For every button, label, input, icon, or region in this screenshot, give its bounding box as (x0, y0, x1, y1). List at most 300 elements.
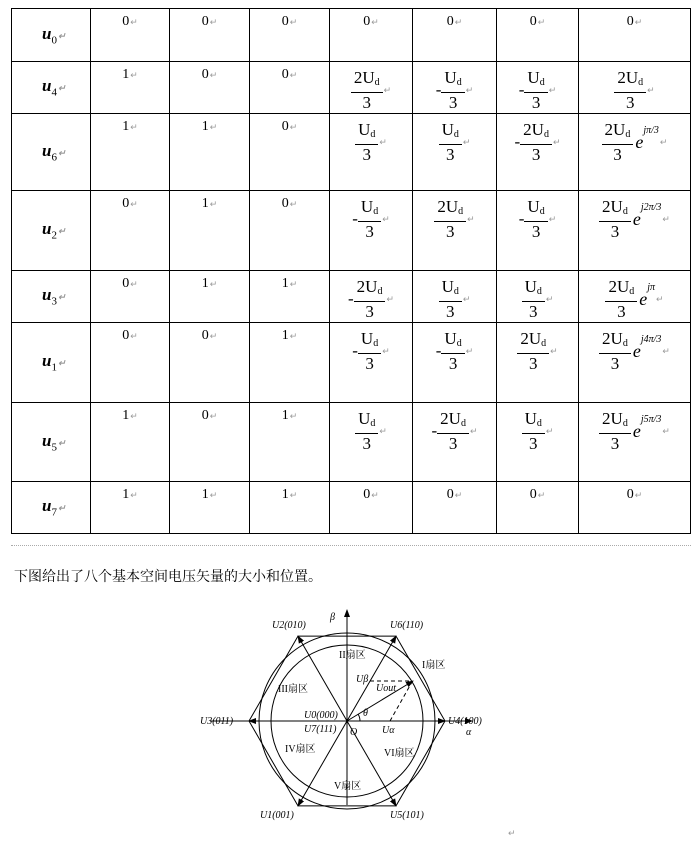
denominator: 3 (610, 222, 620, 241)
sign: - (352, 341, 358, 360)
u-subscript: d (536, 418, 542, 429)
table-row (12, 191, 691, 271)
voltage-cell (413, 482, 497, 534)
table-row (12, 62, 691, 114)
denominator: 3 (362, 93, 371, 112)
u-subscript: d (373, 338, 379, 349)
zero-vector-label: U7(111) (304, 724, 337, 735)
zero-vector-label: U0(000) (304, 710, 338, 721)
voltage-cell (497, 482, 579, 534)
fraction (614, 68, 646, 112)
vector-label: U1(001) (260, 810, 294, 821)
paragraph-mark: ↵ (130, 122, 138, 132)
switch-state (170, 271, 250, 323)
u-symbol: U (616, 277, 630, 296)
u-symbol: U (448, 409, 461, 428)
voltage-cell (413, 114, 497, 191)
denominator: 3 (445, 222, 455, 241)
vector-name: u (42, 23, 52, 43)
paragraph-mark: ↵ (467, 213, 475, 224)
paragraph-mark: ↵ (545, 293, 554, 304)
voltage-cell (497, 62, 579, 114)
u-subscript: d (456, 77, 462, 88)
paragraph-mark: ↵ (289, 279, 298, 289)
paragraph-mark: ↵ (454, 17, 463, 27)
paragraph-mark: ↵ (382, 213, 390, 224)
vector-name: u (42, 219, 52, 239)
voltage-cell (579, 9, 691, 62)
switch-state (170, 191, 250, 271)
vector-subscript: 7 (51, 506, 57, 519)
switch-state (91, 482, 170, 534)
u-subscript: d (541, 338, 547, 349)
voltage-cell (497, 271, 579, 323)
vector-subscript: 1 (51, 361, 57, 374)
coefficient: 2 (523, 120, 532, 139)
paragraph-mark: ↵ (659, 136, 668, 147)
u-symbol: U (528, 329, 542, 348)
paragraph-mark: ↵ (57, 292, 66, 303)
vector-name: u (42, 285, 52, 305)
ubeta-label: Uβ (356, 674, 369, 685)
paragraph-mark: ↵ (209, 17, 218, 27)
paragraph-mark: ↵ (371, 17, 379, 27)
denominator: 3 (448, 93, 458, 112)
paragraph-mark: ↵ (548, 213, 557, 224)
fraction (355, 409, 378, 453)
voltage-cell (330, 62, 413, 114)
bit-value: 1 (201, 276, 209, 291)
sign: - (431, 421, 438, 440)
denominator: 3 (528, 434, 538, 453)
denominator: 3 (610, 354, 620, 373)
paragraph-mark: ↵ (545, 425, 554, 436)
switch-state (91, 323, 170, 403)
exp-base: e (632, 340, 641, 361)
paragraph-mark: ↵ (465, 84, 474, 95)
fraction (599, 197, 631, 241)
coefficient: 2 (520, 329, 529, 348)
u-symbol: U (527, 197, 540, 216)
bit-value: 1 (122, 67, 130, 82)
bit-value: 1 (281, 328, 289, 343)
fraction (522, 409, 545, 453)
paragraph-mark: ↵ (383, 84, 392, 95)
u-subscript: d (539, 77, 545, 88)
uout-label: Uout (376, 683, 396, 694)
denominator: 3 (365, 302, 374, 321)
paragraph-mark: ↵ (537, 490, 546, 500)
space-vector-diagram (200, 600, 500, 830)
exponent: jπ/3 (643, 124, 659, 136)
cell-value: 0 (446, 487, 454, 502)
u-symbol: U (362, 68, 375, 87)
table-row (12, 403, 691, 482)
switch-state (170, 323, 250, 403)
vector-name: u (42, 430, 52, 450)
sector-label: II扇区 (339, 650, 366, 661)
sign: - (352, 209, 358, 228)
fraction (439, 120, 462, 164)
paragraph-mark: ↵ (209, 279, 218, 289)
u-symbol: U (610, 329, 623, 348)
alpha-label: α (466, 727, 472, 738)
u-subscript: d (622, 418, 628, 429)
paragraph-mark: ↵ (57, 358, 66, 369)
switch-state (250, 9, 330, 62)
u-symbol: U (524, 409, 537, 428)
coefficient: 2 (440, 409, 449, 428)
table-row (12, 114, 691, 191)
coefficient: 2 (608, 277, 617, 296)
voltage-cell (413, 271, 497, 323)
paragraph-mark: ↵ (454, 490, 463, 500)
exponent: j2π/3 (640, 201, 662, 213)
paragraph-mark: ↵ (662, 425, 670, 436)
theta-arc (358, 714, 360, 721)
exp-base: e (632, 420, 641, 441)
u-symbol: U (445, 197, 459, 216)
switch-state (250, 62, 330, 114)
switch-state (250, 323, 330, 403)
u-symbol: U (360, 329, 374, 348)
paragraph-mark: ↵ (552, 136, 561, 147)
paragraph-mark: ↵ (57, 83, 66, 94)
cell-value: 0 (446, 14, 454, 29)
paragraph-mark: ↵ (130, 331, 138, 341)
table-row (12, 482, 691, 534)
u-subscript: d (373, 206, 379, 217)
u-symbol: U (610, 197, 623, 216)
vector-subscript: 6 (51, 151, 57, 164)
u-symbol: U (531, 120, 544, 139)
voltage-cell (413, 323, 497, 403)
fraction (355, 120, 378, 164)
fraction (354, 277, 386, 321)
u-symbol: U (610, 409, 623, 428)
bit-value: 1 (122, 119, 130, 134)
u-subscript: d (625, 129, 631, 140)
sector-label: IV扇区 (285, 744, 316, 755)
u-subscript: d (622, 338, 628, 349)
coefficient: 2 (602, 409, 611, 428)
fraction (434, 197, 466, 241)
fraction (520, 120, 552, 164)
paragraph-mark: ↵ (462, 293, 471, 304)
denominator: 3 (531, 222, 541, 241)
paragraph-mark: ↵ (57, 503, 66, 514)
cell-value: 0 (363, 14, 371, 29)
u-symbol: U (625, 68, 639, 87)
exp-base: e (635, 131, 644, 152)
cell-value: 0 (529, 487, 537, 502)
switch-state (91, 403, 170, 482)
voltage-cell (579, 114, 691, 191)
paragraph-mark: ↵ (550, 345, 558, 356)
switch-state (170, 482, 250, 534)
voltage-cell (330, 482, 413, 534)
voltage-cell (330, 9, 413, 62)
coefficient: 2 (602, 197, 611, 216)
cell-value: 0 (529, 14, 537, 29)
voltage-cell (579, 482, 691, 534)
u-symbol: U (365, 277, 378, 296)
voltage-cell (330, 271, 413, 323)
bit-value: 0 (201, 328, 209, 343)
sign: - (518, 80, 525, 99)
voltage-vector-table (11, 8, 691, 534)
bit-value: 1 (122, 487, 130, 502)
vector-label (12, 323, 91, 403)
paragraph-mark: ↵ (379, 425, 387, 436)
u-symbol: U (441, 277, 454, 296)
paragraph-mark: ↵ (57, 30, 66, 41)
voltage-cell (413, 62, 497, 114)
voltage-cell (497, 9, 579, 62)
paragraph-mark: ↵ (289, 122, 298, 132)
table-row (12, 323, 691, 403)
denominator: 3 (617, 302, 626, 321)
fraction (441, 329, 464, 373)
denominator: 3 (445, 302, 455, 321)
paragraph-mark: ↵ (462, 136, 471, 147)
paragraph-mark: ↵ (634, 490, 643, 500)
u-subscript: d (370, 129, 376, 140)
denominator: 3 (528, 354, 538, 373)
vector-name: u (42, 496, 52, 516)
denominator: 3 (531, 145, 541, 164)
vector-name: u (42, 76, 52, 96)
bit-value: 0 (201, 67, 209, 82)
switch-state (170, 403, 250, 482)
paragraph-mark: ↵ (548, 84, 557, 95)
bit-value: 1 (201, 196, 209, 211)
exponent: j5π/3 (640, 413, 662, 425)
bit-value: 1 (281, 408, 289, 423)
switch-state (170, 114, 250, 191)
switch-state (250, 114, 330, 191)
sector-label: I扇区 (422, 660, 446, 671)
paragraph-mark: ↵ (656, 293, 664, 304)
bit-value: 0 (122, 196, 130, 211)
denominator: 3 (365, 222, 374, 241)
exponent: jπ (647, 281, 656, 293)
paragraph-mark: ↵ (662, 345, 670, 356)
coefficient: 2 (353, 68, 363, 87)
paragraph-mark: ↵ (508, 828, 516, 838)
voltage-cell (413, 9, 497, 62)
u-symbol: U (441, 120, 454, 139)
vector-label: U5(101) (390, 810, 424, 821)
paragraph-mark: ↵ (57, 226, 66, 237)
vector-label: U3(011) (200, 716, 234, 727)
switch-state (91, 191, 170, 271)
fraction (358, 329, 381, 373)
voltage-cell (330, 403, 413, 482)
paragraph-mark: ↵ (289, 331, 298, 341)
cell-value: 0 (363, 487, 371, 502)
bit-value: 0 (122, 328, 130, 343)
coefficient: 2 (617, 68, 626, 87)
coefficient: 2 (604, 120, 614, 139)
fraction (599, 409, 631, 453)
fraction (437, 409, 469, 453)
u-subscript: d (638, 77, 644, 88)
voltage-cell (413, 403, 497, 482)
denominator: 3 (625, 93, 635, 112)
fraction (439, 277, 462, 321)
paragraph-mark: ↵ (130, 411, 138, 421)
voltage-cell (579, 271, 691, 323)
denominator: 3 (531, 93, 541, 112)
u-symbol: U (613, 120, 626, 139)
bit-value: 0 (201, 408, 209, 423)
bit-value: 0 (281, 67, 289, 82)
voltage-cell (497, 323, 579, 403)
switch-state (91, 9, 170, 62)
bit-value: 0 (281, 14, 289, 29)
vector-subscript: 4 (51, 86, 57, 99)
u-subscript: d (456, 338, 462, 349)
denominator: 3 (365, 354, 374, 373)
paragraph-mark: ↵ (386, 293, 394, 304)
paragraph-mark: ↵ (465, 345, 474, 356)
exp-base: e (639, 288, 648, 309)
u-symbol: U (444, 68, 457, 87)
paragraph-mark: ↵ (130, 199, 138, 209)
sign: - (514, 132, 521, 151)
u-subscript: d (377, 286, 383, 297)
vector-label (12, 114, 91, 191)
fraction (351, 68, 383, 112)
denominator: 3 (362, 145, 371, 164)
bit-value: 0 (122, 14, 130, 29)
voltage-cell (579, 62, 691, 114)
paragraph-mark: ↵ (57, 147, 66, 158)
u-subscript: d (460, 418, 466, 429)
fraction (358, 197, 381, 241)
fraction (599, 329, 631, 373)
denominator: 3 (448, 354, 458, 373)
paragraph-mark: ↵ (662, 213, 670, 224)
fraction (524, 68, 547, 112)
paragraph-mark: ↵ (209, 70, 218, 80)
u-subscript: d (539, 206, 545, 217)
paragraph-mark: ↵ (209, 199, 218, 209)
u-symbol: U (360, 197, 374, 216)
cell-value: 0 (626, 14, 634, 29)
bit-value: 1 (201, 487, 209, 502)
paragraph-mark: ↵ (130, 490, 138, 500)
paragraph-mark: ↵ (209, 122, 218, 132)
table-row (12, 9, 691, 62)
vector-name: u (42, 140, 52, 160)
switch-state (250, 403, 330, 482)
fraction (441, 68, 464, 112)
paragraph-mark: ↵ (130, 17, 138, 27)
u-symbol: U (358, 120, 371, 139)
sign: - (348, 289, 354, 308)
paragraph-mark: ↵ (289, 490, 298, 500)
bit-value: 0 (122, 276, 130, 291)
denominator: 3 (448, 434, 458, 453)
switch-state (250, 271, 330, 323)
exp-base: e (632, 208, 641, 229)
voltage-cell (330, 323, 413, 403)
vector-subscript: 5 (51, 441, 57, 454)
u-subscript: d (536, 286, 542, 297)
paragraph-mark: ↵ (371, 490, 379, 500)
u-subscript: d (622, 206, 628, 217)
paragraph-mark: ↵ (209, 331, 218, 341)
bit-value: 0 (281, 196, 289, 211)
u-symbol: U (524, 277, 537, 296)
sector-label: VI扇区 (384, 748, 415, 759)
paragraph-mark: ↵ (647, 84, 655, 95)
sign: - (435, 80, 442, 99)
voltage-cell (497, 191, 579, 271)
vector-label (12, 9, 91, 62)
paragraph-mark: ↵ (209, 490, 218, 500)
bit-value: 1 (122, 408, 130, 423)
vector-label (12, 271, 91, 323)
paragraph-mark: ↵ (634, 17, 643, 27)
paragraph-mark: ↵ (379, 136, 387, 147)
denominator: 3 (362, 434, 371, 453)
u-subscript: d (543, 129, 549, 140)
voltage-cell (579, 323, 691, 403)
u-subscript: d (374, 77, 380, 88)
fraction (605, 277, 637, 321)
beta-label: β (330, 612, 335, 623)
u-subscript: d (370, 418, 376, 429)
u-symbol: U (527, 68, 540, 87)
coefficient: 2 (602, 329, 611, 348)
paragraph-mark: ↵ (130, 70, 138, 80)
section-divider (11, 545, 691, 546)
switch-state (250, 482, 330, 534)
bit-value: 1 (281, 276, 289, 291)
u-symbol: U (358, 409, 371, 428)
denominator: 3 (610, 434, 620, 453)
voltage-cell (413, 191, 497, 271)
switch-state (91, 114, 170, 191)
vector-label (12, 191, 91, 271)
denominator: 3 (445, 145, 455, 164)
fraction (524, 197, 547, 241)
paragraph-mark: ↵ (289, 70, 298, 80)
switch-state (91, 62, 170, 114)
vector-label: U2(010) (272, 620, 306, 631)
u-subscript: d (458, 206, 464, 217)
fraction (602, 120, 634, 164)
vector-subscript: 0 (51, 34, 57, 47)
origin-label: O (350, 727, 358, 738)
paragraph-mark: ↵ (289, 199, 298, 209)
vector-name: u (42, 351, 52, 371)
paragraph-mark: ↵ (209, 411, 218, 421)
vector-label: U6(110) (390, 620, 424, 631)
theta-label: θ (363, 708, 368, 719)
u-subscript: d (453, 129, 459, 140)
vector-label: U4(100) (448, 716, 482, 727)
sign: - (518, 209, 525, 228)
table-row (12, 271, 691, 323)
vector-subscript: 3 (51, 295, 57, 308)
denominator: 3 (528, 302, 538, 321)
vector-label (12, 403, 91, 482)
cell-value: 0 (626, 487, 634, 502)
